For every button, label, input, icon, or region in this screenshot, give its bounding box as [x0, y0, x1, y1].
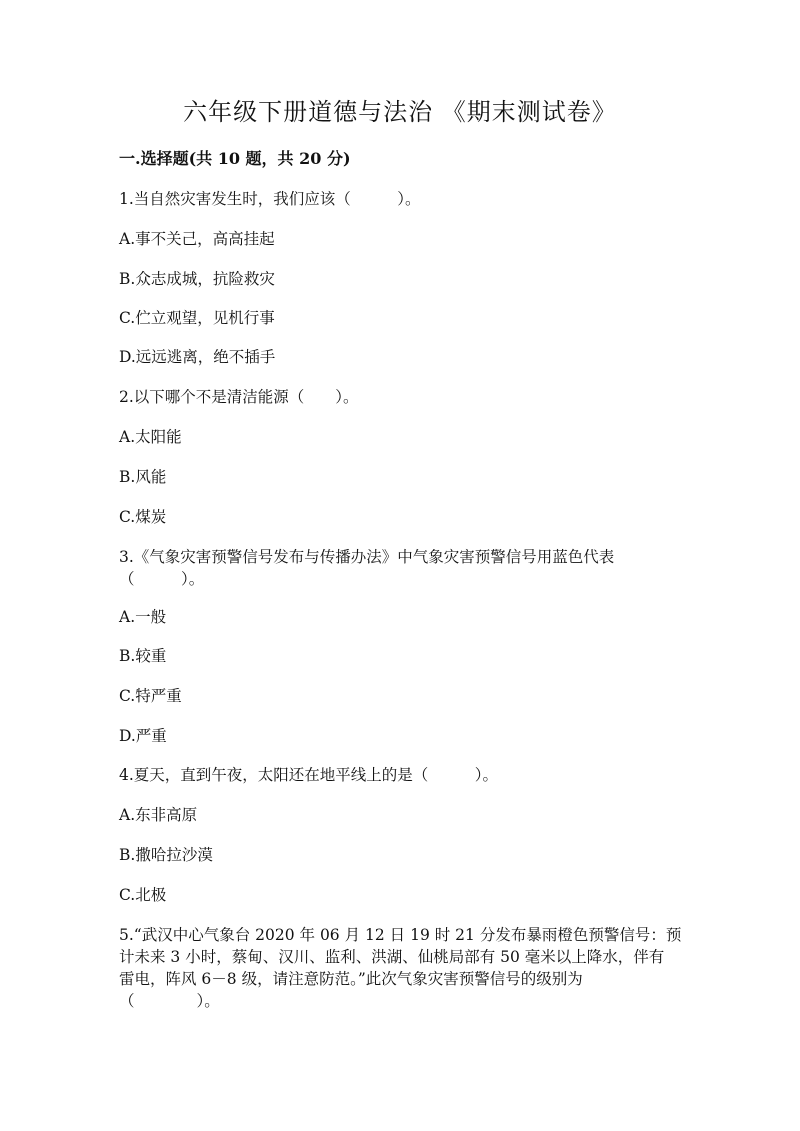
question-4-option-b: B.撒哈拉沙漠: [119, 846, 213, 864]
question-5-stem-line-2: 计未来 3 小时，蔡甸、汉川、监利、洪湖、仙桃局部有 50 毫米以上降水，伴有: [119, 948, 665, 966]
question-2-option-c: C.煤炭: [119, 508, 167, 526]
question-3-stem-line-1: 3.《气象灾害预警信号发布与传播办法》中气象灾害预警信号用蓝色代表: [119, 548, 615, 566]
question-4-option-c: C.北极: [119, 886, 167, 904]
question-5-stem-line-1: 5.“武汉中心气象台 2020 年 06 月 12 日 19 时 21 分发布暴雨橙色预警信号：预: [119, 926, 682, 944]
question-5-stem-line-3: 雷电，阵风 6－8 级，请注意防范。”此次气象灾害预警信号的级别为: [119, 970, 583, 988]
exam-title: 六年级下册道德与法治 《期末测试卷》: [183, 98, 617, 126]
question-2-stem: 2.以下哪个不是清洁能源（ ）。: [119, 388, 359, 406]
section-heading-multiple-choice: 一.选择题(共 10 题，共 20 分): [119, 149, 351, 168]
question-1-option-a: A.事不关己，高高挂起: [119, 230, 275, 248]
question-3-option-d: D.严重: [119, 727, 167, 745]
question-1-stem: 1.当自然灾害发生时，我们应该（ ）。: [119, 190, 421, 208]
question-4-stem: 4.夏天，直到午夜，太阳还在地平线上的是（ ）。: [119, 766, 499, 784]
question-2-option-a: A.太阳能: [119, 428, 182, 446]
question-4-option-a: A.东非高原: [119, 806, 198, 824]
question-3-stem: [119, 546, 679, 590]
question-3-option-c: C.特严重: [119, 687, 182, 705]
question-1-option-b: B.众志成城，抗险救灾: [119, 270, 275, 288]
question-5-stem: [119, 924, 682, 1012]
question-1-option-d: D.远远逃离，绝不插手: [119, 348, 276, 366]
question-5-stem-line-4: （ ）。: [119, 992, 220, 1010]
question-3-option-b: B.较重: [119, 647, 167, 665]
question-2-option-b: B.风能: [119, 468, 167, 486]
question-3-stem-line-2: （ ）。: [119, 570, 205, 588]
question-1-option-c: C.伫立观望，见机行事: [119, 309, 275, 327]
question-3-option-a: A.一般: [119, 608, 167, 626]
